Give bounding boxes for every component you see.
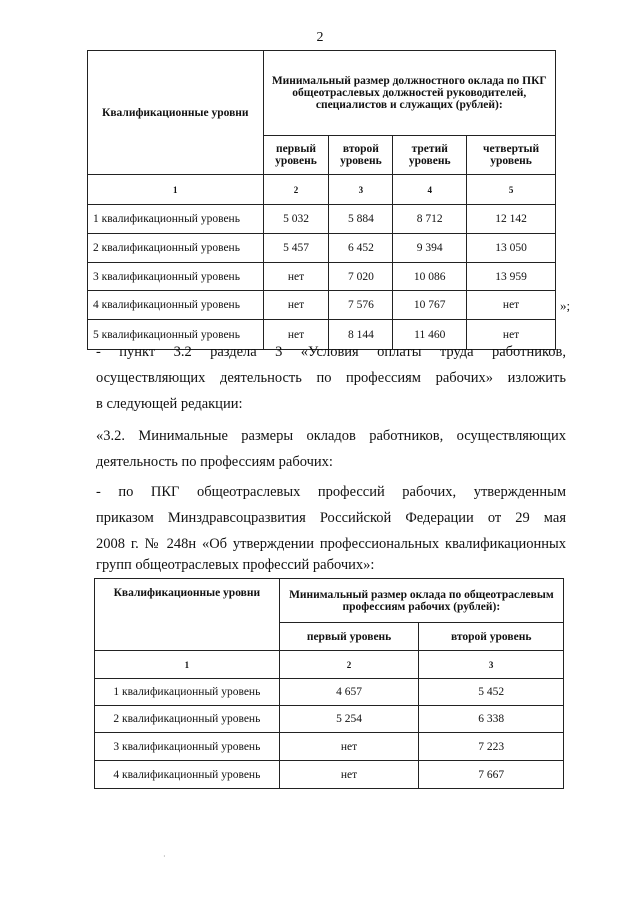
salary-value: 7 667	[419, 761, 564, 789]
salary-value: нет	[467, 320, 556, 350]
table-row	[95, 733, 564, 761]
salary-value: 13 959	[467, 263, 556, 291]
paragraph-line: - по ПКГ общеотраслевых профессий рабочих, утвержденным	[96, 484, 566, 500]
salary-value: 6 452	[329, 234, 393, 263]
table2-header-levels: Квалификационные уровни	[95, 579, 280, 651]
salary-value: нет	[279, 761, 419, 789]
salary-value: 10 767	[393, 291, 467, 320]
salary-value: 5 032	[263, 205, 329, 234]
table1-subheader: третий уровень	[393, 136, 467, 175]
col-number: 4	[393, 175, 467, 205]
salary-value: 11 460	[393, 320, 467, 350]
paragraph-line: групп общеотраслевых профессий рабочих»:	[96, 557, 375, 573]
salary-table-workers	[94, 578, 564, 789]
table2-subheader: второй уровень	[419, 623, 564, 651]
table1-subheader: второй уровень	[329, 136, 393, 175]
table-row	[95, 706, 564, 733]
salary-value: 5 254	[279, 706, 419, 733]
col-number: 5	[467, 175, 556, 205]
paragraph-line: - пункт 3.2 раздела 3 «Условия оплаты труда работников,	[96, 344, 566, 360]
salary-value: 8 712	[393, 205, 467, 234]
table1-col-numbers	[88, 175, 556, 205]
paragraph-line: 2008 г. № 248н «Об утверждении профессиональных квалификационных	[96, 536, 566, 552]
salary-value: 7 576	[329, 291, 393, 320]
paragraph-line: деятельность по профессиям рабочих:	[96, 454, 333, 470]
level-label: 4 квалификационный уровень	[88, 291, 264, 320]
col-number: 3	[419, 651, 564, 679]
salary-value: 7 020	[329, 263, 393, 291]
salary-value: 5 452	[419, 679, 564, 706]
salary-value: нет	[263, 291, 329, 320]
salary-value: 10 086	[393, 263, 467, 291]
col-number: 1	[95, 651, 280, 679]
col-number: 3	[329, 175, 393, 205]
salary-value: 7 223	[419, 733, 564, 761]
paragraph-line: в следующей редакции:	[96, 396, 243, 412]
salary-value: нет	[467, 291, 556, 320]
table1-header-levels: Квалификационные уровни	[88, 51, 264, 175]
table2-subheader: первый уровень	[279, 623, 419, 651]
salary-value: 13 050	[467, 234, 556, 263]
salary-value: 4 657	[279, 679, 419, 706]
salary-value: 12 142	[467, 205, 556, 234]
table2-col-numbers	[95, 651, 564, 679]
table-row	[95, 679, 564, 706]
paragraph-line: «3.2. Минимальные размеры окладов работников, осуществляющих	[96, 428, 566, 444]
table-row	[95, 761, 564, 789]
level-label: 2 квалификационный уровень	[95, 706, 280, 733]
salary-value: 6 338	[419, 706, 564, 733]
salary-value: 5 457	[263, 234, 329, 263]
scan-artifact: ·	[163, 852, 166, 861]
salary-value: нет	[279, 733, 419, 761]
level-label: 1 квалификационный уровень	[95, 679, 280, 706]
col-number: 2	[279, 651, 419, 679]
col-number: 2	[263, 175, 329, 205]
table1-header-salary: Минимальный размер должностного оклада по ПКГ общеотраслевых должностей руководителей, специалистов и служащих (рублей):	[263, 51, 555, 136]
table-row	[88, 234, 556, 263]
table1-subheader: первый уровень	[263, 136, 329, 175]
closing-quote: »;	[560, 298, 571, 313]
salary-value: 8 144	[329, 320, 393, 350]
salary-table-employees	[87, 50, 556, 350]
paragraph-line: осуществляющих деятельность по профессиям рабочих» изложить	[96, 370, 566, 386]
level-label: 3 квалификационный уровень	[88, 263, 264, 291]
table2-header-salary: Минимальный размер оклада по общеотраслевым профессиям рабочих (рублей):	[279, 579, 563, 623]
level-label: 2 квалификационный уровень	[88, 234, 264, 263]
col-number: 1	[88, 175, 264, 205]
level-label: 3 квалификационный уровень	[95, 733, 280, 761]
salary-value: нет	[263, 320, 329, 350]
level-label: 5 квалификационный уровень	[88, 320, 264, 350]
salary-value: 9 394	[393, 234, 467, 263]
table-row	[88, 263, 556, 291]
table-row	[88, 291, 556, 320]
page-number: 2	[316, 30, 324, 45]
table1-subheader: четвертый уровень	[467, 136, 556, 175]
level-label: 1 квалификационный уровень	[88, 205, 264, 234]
salary-value: 5 884	[329, 205, 393, 234]
table-row	[88, 205, 556, 234]
salary-value: нет	[263, 263, 329, 291]
level-label: 4 квалификационный уровень	[95, 761, 280, 789]
paragraph-line: приказом Минздравсоцразвития Российской Федерации от 29 мая	[96, 510, 566, 526]
